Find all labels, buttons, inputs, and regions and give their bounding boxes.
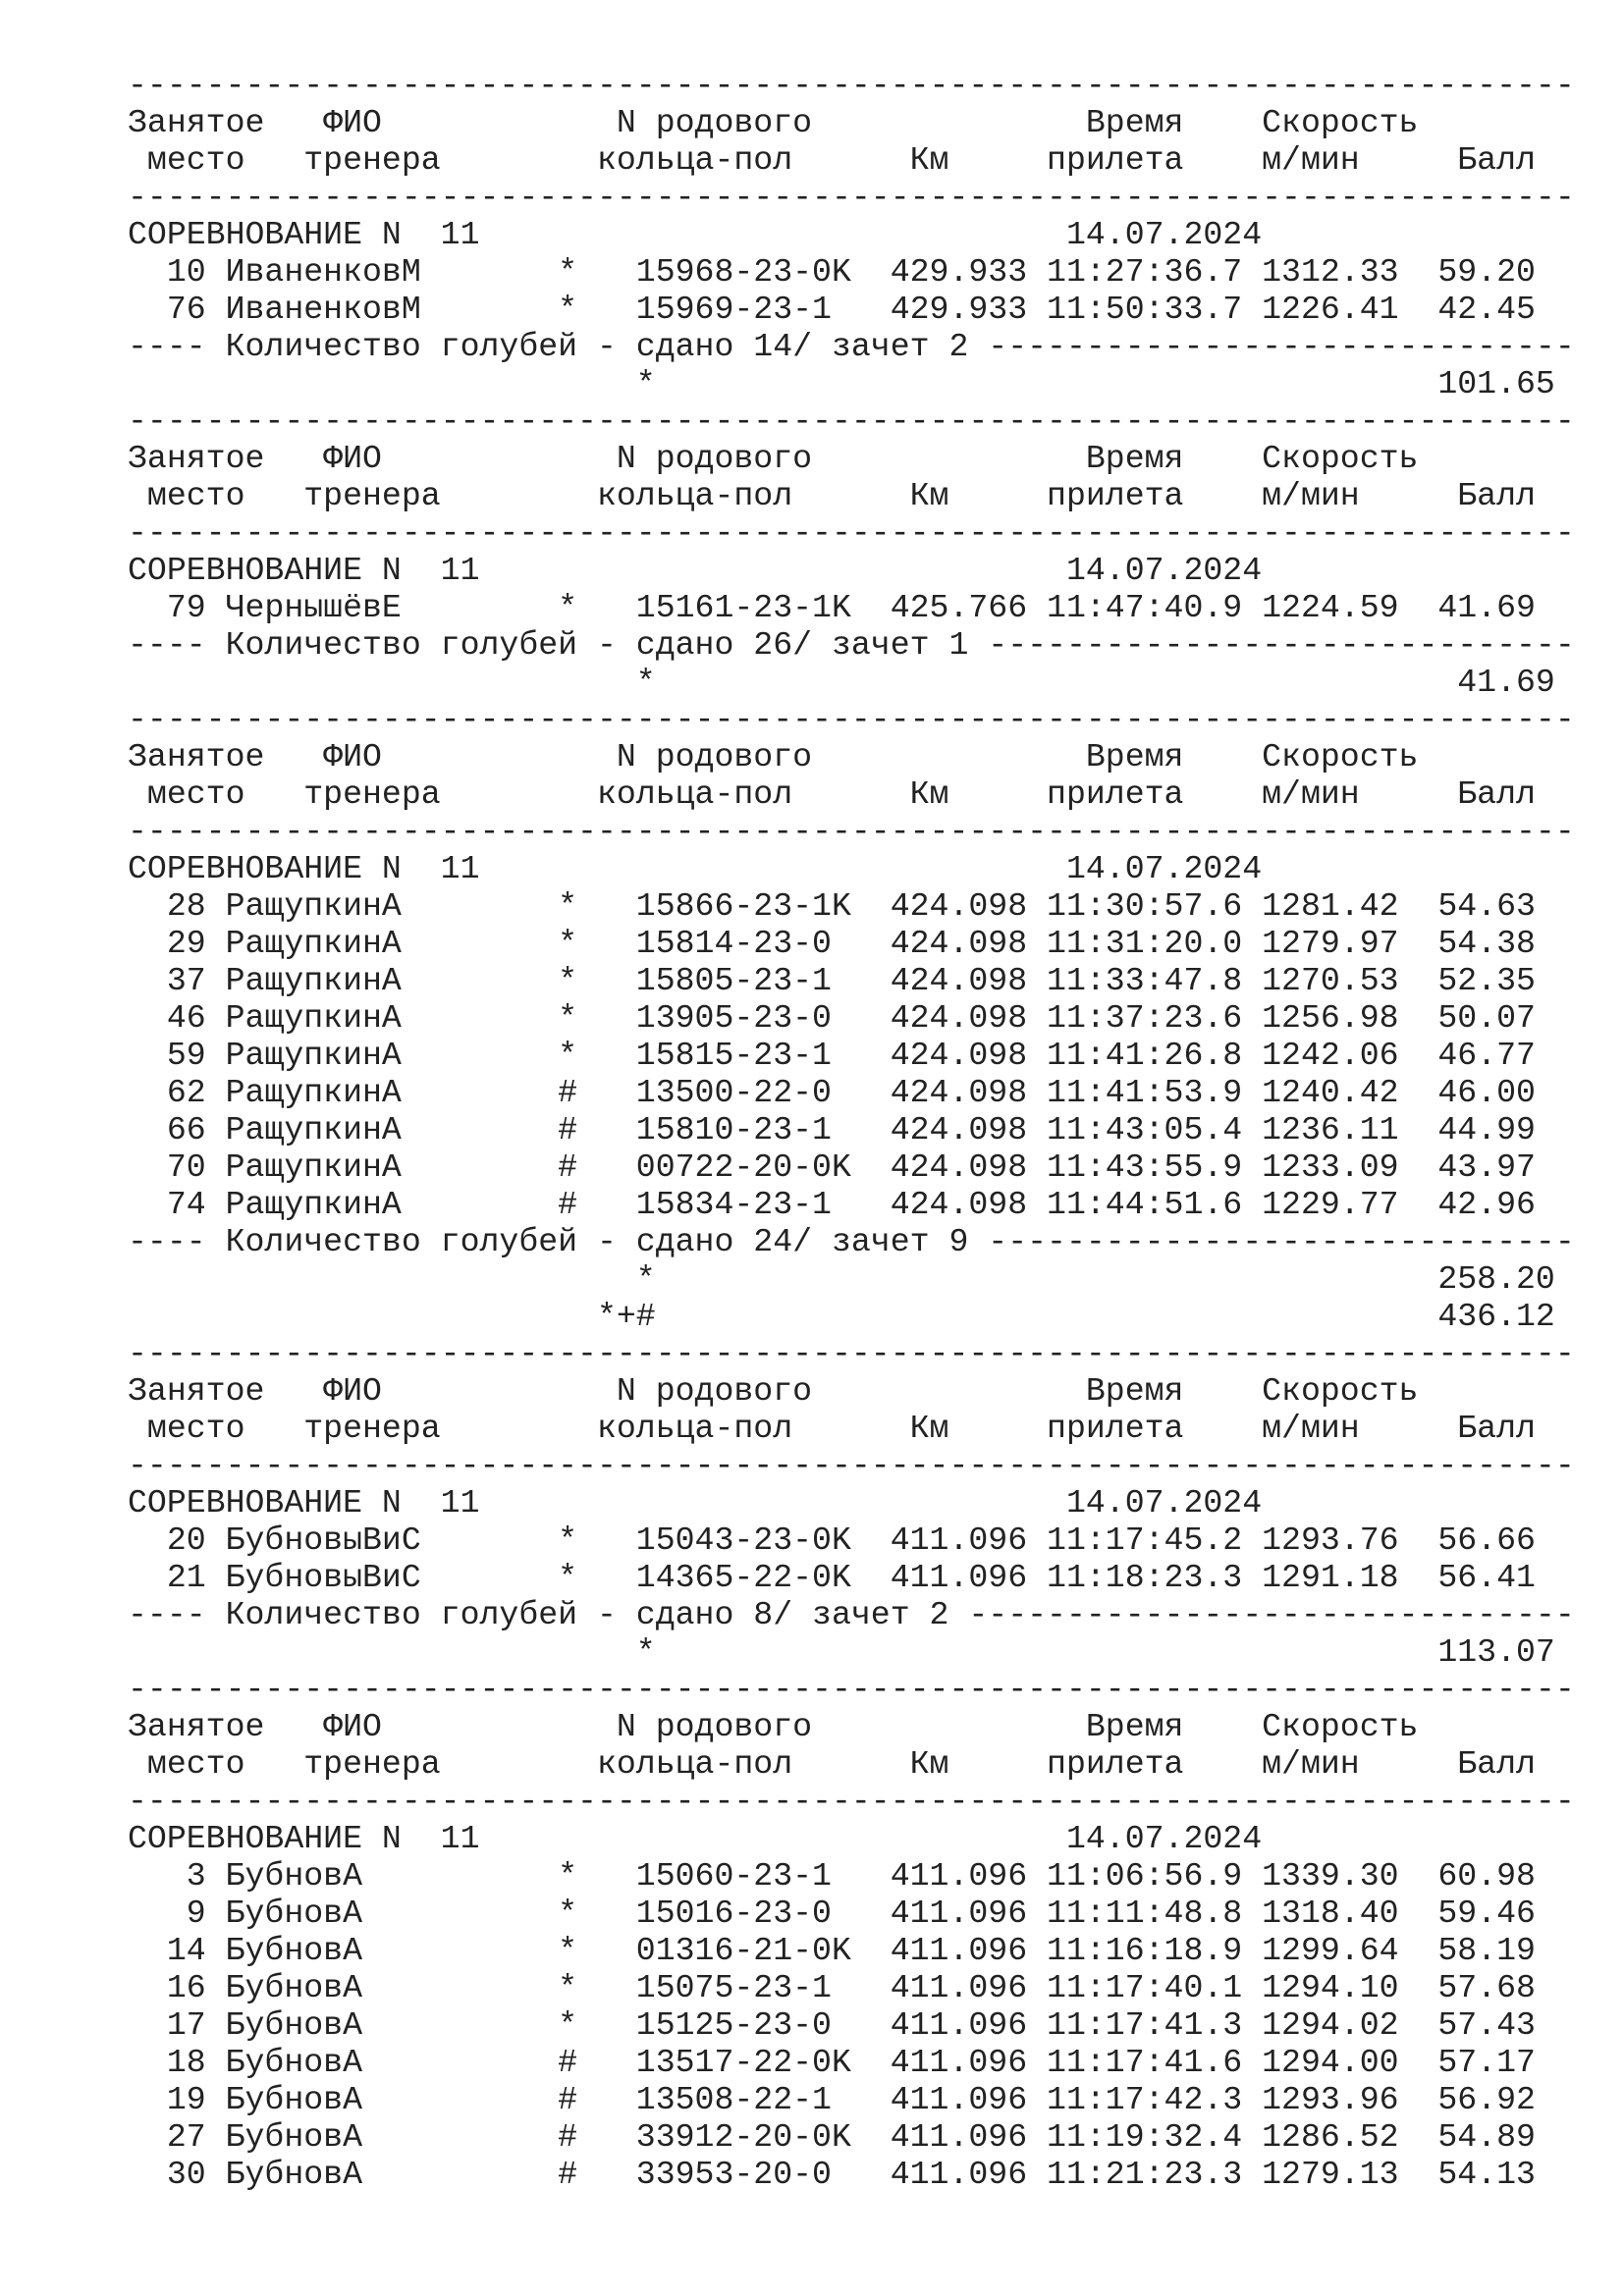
separator-line: --------------------------------------------------------------------------: [128, 514, 1575, 552]
result-row: 76 ИваненковМ * 15969-23-1 429.933 11:50:33.7 1226.41 42.45: [128, 291, 1536, 328]
points-total-line: *+# 436.12: [128, 1298, 1555, 1335]
separator-line: --------------------------------------------------------------------------: [128, 67, 1575, 104]
separator-line: --------------------------------------------------------------------------: [128, 1783, 1575, 1820]
column-header-line: место тренера кольца-пол Км прилета м/мин Балл: [128, 775, 1536, 813]
competition-title-line: СОРЕВНОВАНИЕ N 11 14.07.2024: [128, 552, 1263, 589]
column-header-line: место тренера кольца-пол Км прилета м/мин Балл: [128, 477, 1536, 514]
column-header-line: Занятое ФИО N родового Время Скорость: [128, 738, 1419, 775]
competition-title-line: СОРЕВНОВАНИЕ N 11 14.07.2024: [128, 850, 1263, 887]
result-row: 3 БубновА * 15060-23-1 411.096 11:06:56.9 1339.30 60.98: [128, 1857, 1536, 1895]
result-row: 62 РащупкинА # 13500-22-0 424.098 11:41:53.9 1240.42 46.00: [128, 1074, 1536, 1111]
result-row: 30 БубновА # 33953-20-0 411.096 11:21:23.3 1279.13 54.13: [128, 2156, 1536, 2193]
separator-line: --------------------------------------------------------------------------: [128, 1447, 1575, 1484]
column-header-line: место тренера кольца-пол Км прилета м/мин Балл: [128, 141, 1536, 179]
points-total-line: * 101.65: [128, 365, 1555, 402]
separator-line: --------------------------------------------------------------------------: [128, 813, 1575, 850]
separator-line: --------------------------------------------------------------------------: [128, 1335, 1575, 1372]
result-row: 70 РащупкинА # 00722-20-0K 424.098 11:43:55.9 1233.09 43.97: [128, 1148, 1536, 1186]
result-row: 28 РащупкинА * 15866-23-1K 424.098 11:30:57.6 1281.42 54.63: [128, 887, 1536, 925]
column-header-line: Занятое ФИО N родового Время Скорость: [128, 440, 1419, 477]
result-row: 27 БубновА # 33912-20-0K 411.096 11:19:32.4 1286.52 54.89: [128, 2118, 1536, 2156]
pigeon-count-summary-line: ---- Количество голубей - сдано 14/ зачет 2 ------------------------------: [128, 328, 1575, 365]
separator-line: --------------------------------------------------------------------------: [128, 1671, 1575, 1708]
column-header-line: место тренера кольца-пол Км прилета м/мин Балл: [128, 1410, 1536, 1447]
result-row: 19 БубновА # 13508-22-1 411.096 11:17:42.3 1293.96 56.92: [128, 2081, 1536, 2118]
result-row: 20 БубновыВиС * 15043-23-0K 411.096 11:17:45.2 1293.76 56.66: [128, 1522, 1536, 1559]
pigeon-count-summary-line: ---- Количество голубей - сдано 26/ зачет 1 ------------------------------: [128, 626, 1575, 664]
column-header-line: место тренера кольца-пол Км прилета м/мин Балл: [128, 1745, 1536, 1783]
result-row: 14 БубновА * 01316-21-0K 411.096 11:16:18.9 1299.64 58.19: [128, 1932, 1536, 1969]
points-total-line: * 113.07: [128, 1633, 1555, 1671]
result-row: 18 БубновА # 13517-22-0K 411.096 11:17:41.6 1294.00 57.17: [128, 2044, 1536, 2081]
separator-line: --------------------------------------------------------------------------: [128, 179, 1575, 216]
result-row: 10 ИваненковМ * 15968-23-0K 429.933 11:27:36.7 1312.33 59.20: [128, 253, 1536, 291]
result-row: 46 РащупкинА * 13905-23-0 424.098 11:37:23.6 1256.98 50.07: [128, 999, 1536, 1037]
column-header-line: Занятое ФИО N родового Время Скорость: [128, 104, 1419, 141]
competition-title-line: СОРЕВНОВАНИЕ N 11 14.07.2024: [128, 216, 1263, 253]
separator-line: --------------------------------------------------------------------------: [128, 402, 1575, 440]
result-row: 37 РащупкинА * 15805-23-1 424.098 11:33:47.8 1270.53 52.35: [128, 962, 1536, 999]
result-row: 59 РащупкинА * 15815-23-1 424.098 11:41:26.8 1242.06 46.77: [128, 1037, 1536, 1074]
result-row: 21 БубновыВиС * 14365-22-0K 411.096 11:18:23.3 1291.18 56.41: [128, 1559, 1536, 1596]
separator-line: --------------------------------------------------------------------------: [128, 701, 1575, 738]
pigeon-count-summary-line: ---- Количество голубей - сдано 24/ зачет 9 ------------------------------: [128, 1223, 1575, 1260]
result-row: 17 БубновА * 15125-23-0 411.096 11:17:41.3 1294.02 57.43: [128, 2006, 1536, 2044]
result-row: 29 РащупкинА * 15814-23-0 424.098 11:31:20.0 1279.97 54.38: [128, 925, 1536, 962]
result-row: 66 РащупкинА # 15810-23-1 424.098 11:43:05.4 1236.11 44.99: [128, 1111, 1536, 1148]
competition-title-line: СОРЕВНОВАНИЕ N 11 14.07.2024: [128, 1484, 1263, 1522]
column-header-line: Занятое ФИО N родового Время Скорость: [128, 1708, 1419, 1745]
result-row: 9 БубновА * 15016-23-0 411.096 11:11:48.8 1318.40 59.46: [128, 1895, 1536, 1932]
result-row: 79 ЧернышёвЕ * 15161-23-1K 425.766 11:47:40.9 1224.59 41.69: [128, 589, 1536, 626]
competition-title-line: СОРЕВНОВАНИЕ N 11 14.07.2024: [128, 1820, 1263, 1857]
result-row: 16 БубновА * 15075-23-1 411.096 11:17:40.1 1294.10 57.68: [128, 1969, 1536, 2006]
points-total-line: * 258.20: [128, 1260, 1555, 1298]
column-header-line: Занятое ФИО N родового Время Скорость: [128, 1372, 1419, 1410]
pigeon-count-summary-line: ---- Количество голубей - сдано 8/ зачет 2 -------------------------------: [128, 1596, 1575, 1633]
results-printout: [128, 67, 1575, 2193]
result-row: 74 РащупкинА # 15834-23-1 424.098 11:44:51.6 1229.77 42.96: [128, 1186, 1536, 1223]
points-total-line: * 41.69: [128, 664, 1555, 701]
